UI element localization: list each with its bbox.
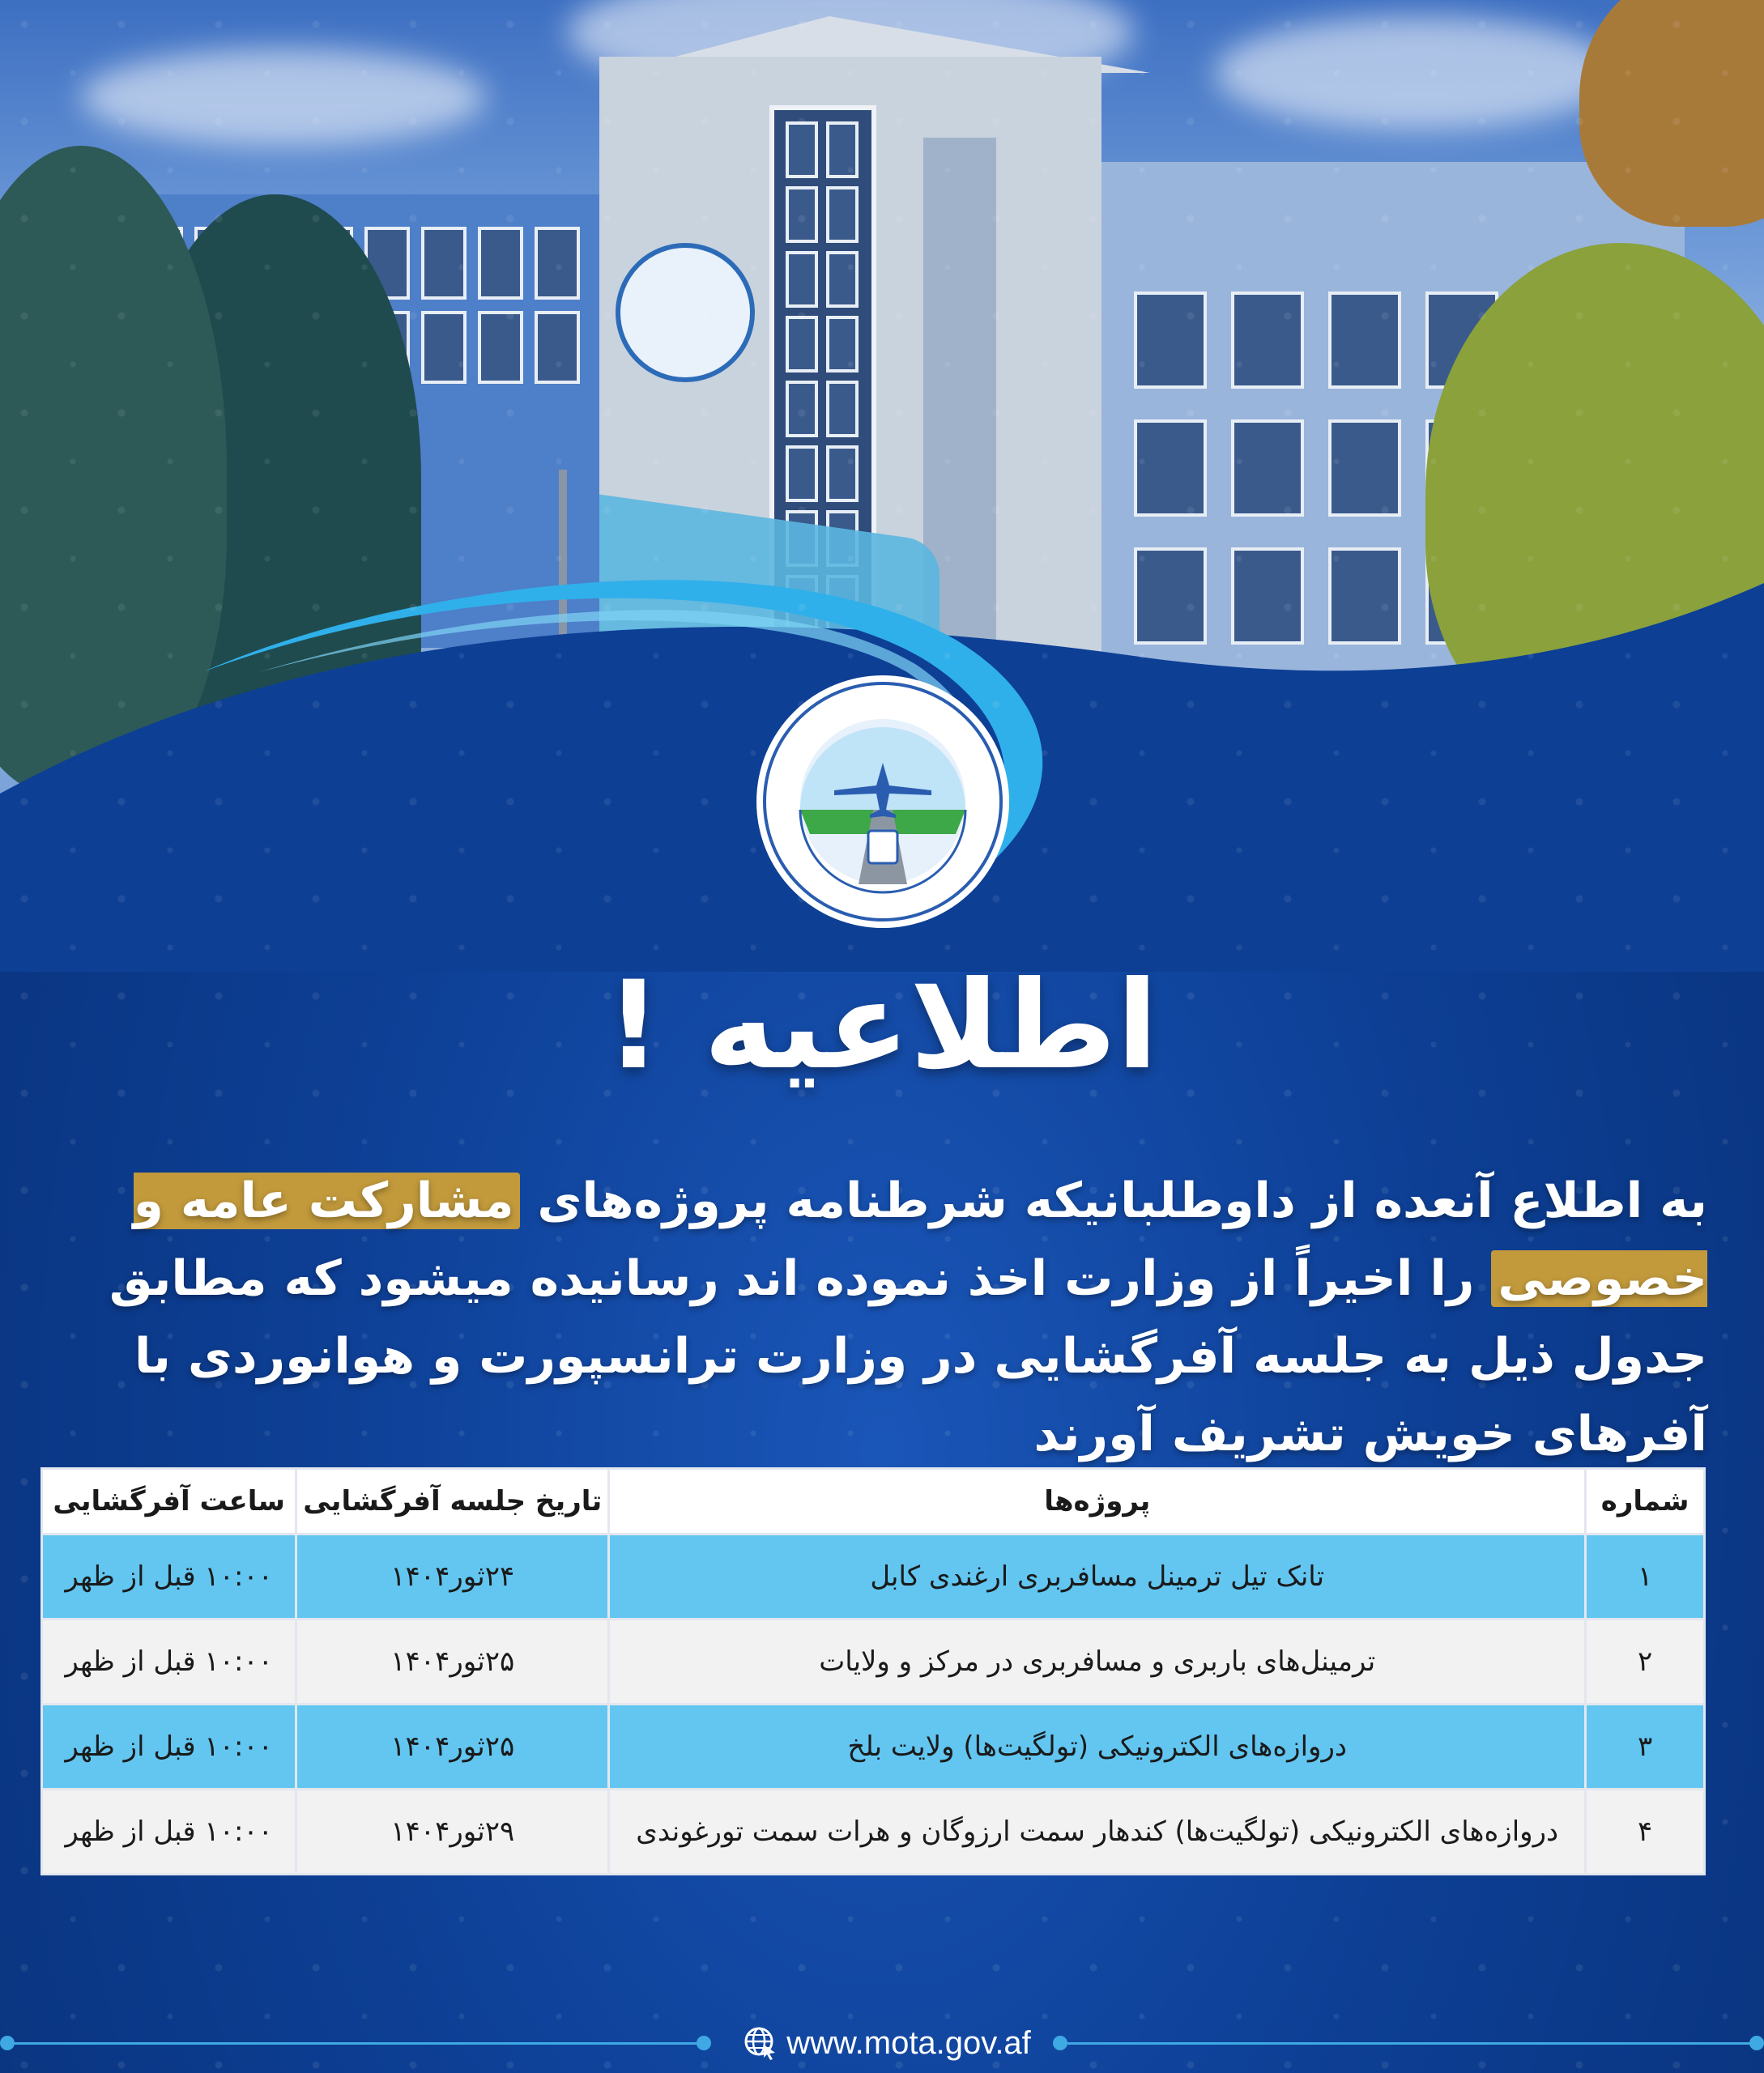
table-row <box>42 1705 1705 1790</box>
table-row <box>42 1535 1705 1620</box>
table-row <box>42 1790 1705 1875</box>
cell-number: ۱ <box>1586 1535 1705 1620</box>
cell-project: دروازه‌های الکترونیکی (تولگیت‌ها) کندهار سمت ارزوگان و هرات سمت تورغوندی <box>609 1790 1586 1875</box>
footer-line-left <box>11 2042 697 2045</box>
footer-line-right <box>1067 2042 1753 2045</box>
footer-dot-right-inner <box>1053 2036 1067 2050</box>
cell-project: دروازه‌های الکترونیکی (تولگیت‌ها) ولایت بلخ <box>609 1705 1586 1790</box>
cell-number: ۲ <box>1586 1620 1705 1705</box>
ministry-seal-logo <box>753 672 1012 931</box>
wall-emblem <box>616 243 755 382</box>
cell-date: ۲۹ثور۱۴۰۴ <box>296 1790 609 1875</box>
footer <box>0 2023 1764 2063</box>
body-text-end: را اخیراً از وزارت اخذ نموده اند رسانیده میشود که مطابق جدول ذیل به جلسه آفرگشایی در وزارت ترانسپورت و هوانوردی با آفرهای خویش تشریف آورند <box>109 1250 1707 1462</box>
cell-project: ترمینل‌های باربری و مسافربری در مرکز و ولایات <box>609 1620 1586 1705</box>
footer-dot-right <box>1749 2036 1764 2050</box>
cell-number: ۴ <box>1586 1790 1705 1875</box>
highlighted-phrase: مشارکت عامه و خصوصی <box>133 1173 1707 1307</box>
cell-number: ۳ <box>1586 1705 1705 1790</box>
cell-date: ۲۵ثور۱۴۰۴ <box>296 1620 609 1705</box>
body-text-start: به اطلاع آنعده از داوطلبانیکه شرطنامه پروژه‌های <box>520 1173 1707 1229</box>
header-projects: پروژه‌ها <box>609 1469 1586 1535</box>
table-header-row <box>42 1469 1705 1535</box>
cell-time: ۱۰:۰۰ قبل از ظهر <box>42 1535 296 1620</box>
header-time: ساعت آفرگشایی <box>42 1469 296 1535</box>
website-url-text: www.mota.gov.af <box>786 2024 1031 2061</box>
footer-dot-left-inner <box>697 2036 711 2050</box>
bid-opening-table <box>40 1467 1706 1875</box>
announcement-text <box>57 1162 1707 1473</box>
globe-cursor-icon <box>743 2025 778 2061</box>
website-link[interactable] <box>733 2023 1041 2063</box>
cell-time: ۱۰:۰۰ قبل از ظهر <box>42 1790 296 1875</box>
cell-project: تانک تیل ترمینل مسافربری ارغندی کابل <box>609 1535 1586 1620</box>
cell-date: ۲۴ثور۱۴۰۴ <box>296 1535 609 1620</box>
cell-time: ۱۰:۰۰ قبل از ظهر <box>42 1705 296 1790</box>
cell-time: ۱۰:۰۰ قبل از ظهر <box>42 1620 296 1705</box>
header-number: شماره <box>1586 1469 1705 1535</box>
cell-date: ۲۵ثور۱۴۰۴ <box>296 1705 609 1790</box>
header-date: تاریخ جلسه آفرگشایی <box>296 1469 609 1535</box>
page-title: اطلاعیه ! <box>606 956 1158 1096</box>
table-row <box>42 1620 1705 1705</box>
tree-top-right <box>1579 0 1764 227</box>
